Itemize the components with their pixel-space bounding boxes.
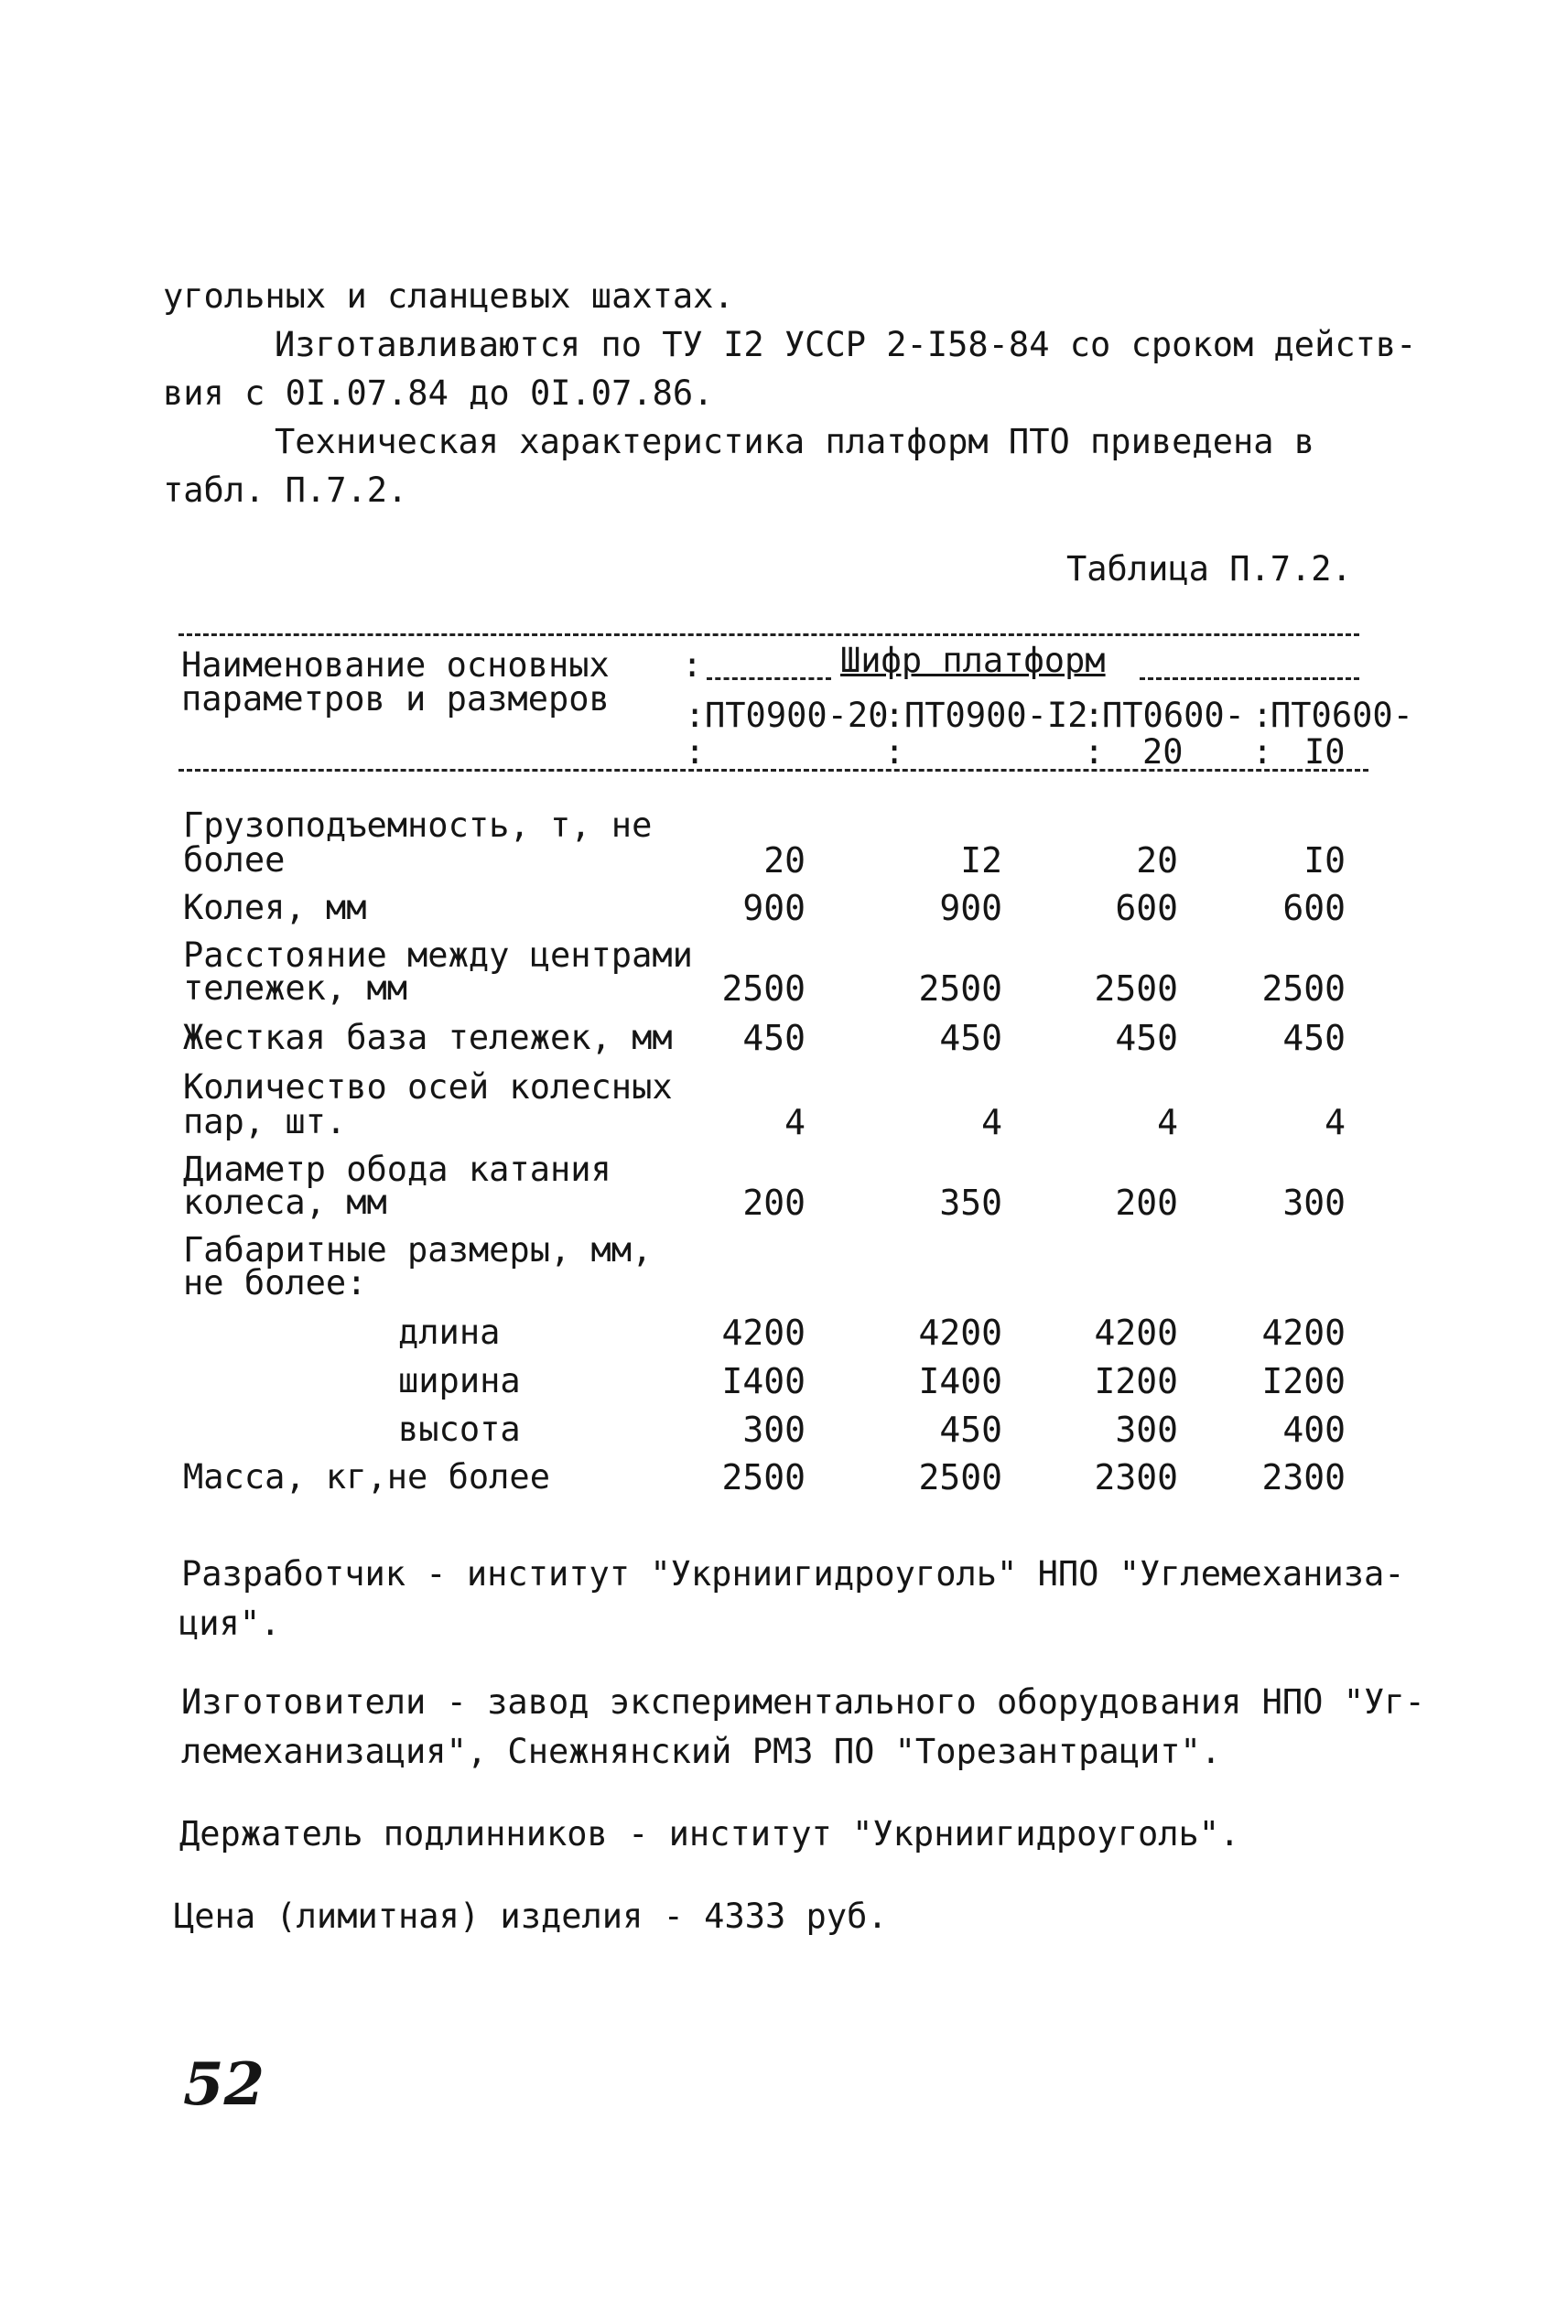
cell-value: 600 [1115,888,1178,928]
header-col-3-line-1: ПТ0600- [1102,696,1245,735]
cell-value: 2300 [1261,1457,1346,1497]
header-separator: : [884,696,905,735]
cell-value: 600 [1282,888,1346,928]
cell-value: 4200 [1094,1313,1178,1353]
header-col-4-line-1: ПТ0600- [1271,696,1413,735]
manufacturers-line-2: лемеханизация", Снежнянский РМЗ ПО "Торезантрацит". [181,1732,1222,1771]
cell-value: 200 [742,1183,806,1223]
cell-value: 2500 [721,968,806,1009]
developer-line-2: ция". [178,1604,281,1643]
cell-value: 450 [1282,1018,1346,1058]
header-param-line-2: параметров и размеров [181,679,610,719]
cell-value: 2500 [918,1457,1002,1497]
cell-value: 2500 [918,968,1002,1009]
row-label-cont: не более: [183,1263,367,1303]
table-top-rule [178,633,1359,636]
page-number: 52 [183,2050,265,2119]
header-col-3-line-2: 20 [1142,732,1184,772]
cell-value: 20 [1136,840,1178,881]
header-separator: : [1084,696,1105,735]
cell-value: 200 [1115,1183,1178,1223]
header-separator: : [685,732,706,772]
cell-value: 300 [1115,1410,1178,1450]
header-group-title: Шифр платформ [840,641,1106,680]
table-caption: Таблица П.7.2. [1066,549,1352,589]
cell-value: I200 [1261,1361,1346,1401]
originals-holder: Держатель подлинников - институт "Укрниигидроуголь". [179,1814,1240,1854]
cell-value: 4 [981,1102,1002,1142]
row-label: Расстояние между центрами [183,935,693,975]
cell-value: 4 [784,1102,806,1142]
row-label-cont: более [183,840,286,880]
cell-value: 4200 [918,1313,1002,1353]
cell-value: 2500 [1261,968,1346,1009]
cell-value: I0 [1303,840,1346,881]
row-label: Масса, кг,не более [183,1457,550,1497]
cell-value: I200 [1094,1361,1178,1401]
row-label: Жесткая база тележек, мм [183,1018,673,1057]
intro-line-1: угольных и сланцевых шахтах. [163,276,734,316]
row-label: высота [398,1410,521,1449]
cell-value: 450 [939,1410,1002,1450]
cell-value: 4 [1157,1102,1178,1142]
cell-value: 450 [742,1018,806,1058]
intro-line-5: табл. П.7.2. [163,470,408,510]
header-separator: : [884,732,905,772]
row-label-cont: тележек, мм [183,968,408,1008]
row-label: Колея, мм [183,888,367,927]
table-header-rule [178,769,1368,772]
cell-value: 20 [763,840,806,881]
header-col-1: ПТ0900-20 [705,696,889,735]
cell-value: 450 [1115,1018,1178,1058]
cell-value: 450 [939,1018,1002,1058]
cell-value: I2 [960,840,1002,881]
header-col-4-line-2: I0 [1304,732,1346,772]
cell-value: I400 [918,1361,1002,1401]
header-col-2: ПТ0900-I2 [904,696,1088,735]
cell-value: 2500 [721,1457,806,1497]
manufacturers-line-1: Изготовители - завод экспериментального оборудования НПО "Уг- [181,1682,1425,1722]
cell-value: 4 [1325,1102,1346,1142]
cell-value: 400 [1282,1410,1346,1450]
header-separator: : [1252,732,1273,772]
row-label: Габаритные размеры, мм, [183,1230,653,1270]
cell-value: 4200 [1261,1313,1346,1353]
cell-value: I400 [721,1361,806,1401]
cell-value: 4200 [721,1313,806,1353]
row-label-cont: пар, шт. [183,1102,347,1141]
row-label-cont: колеса, мм [183,1183,387,1222]
price-line: Цена (лимитная) изделия - 4333 руб. [174,1897,888,1936]
cell-value: 300 [742,1410,806,1450]
intro-line-3: вия с 0I.07.84 до 0I.07.86. [163,373,714,413]
cell-value: 900 [939,888,1002,928]
header-separator: : [682,645,703,685]
intro-line-2: Изготавливаются по ТУ I2 УССР 2-I58-84 со сроком действ- [275,325,1417,364]
row-label: Диаметр обода катания [183,1150,611,1189]
intro-line-4: Техническая характеристика платформ ПТО приведена в [275,422,1315,461]
row-label: Количество осей колесных [183,1067,673,1107]
row-label: длина [398,1313,501,1352]
cell-value: 2500 [1094,968,1178,1009]
row-label: Грузоподъемность, т, не [183,805,653,845]
header-separator: : [1084,732,1105,772]
header-separator: : [685,696,706,735]
cell-value: 900 [742,888,806,928]
row-label: ширина [398,1361,521,1400]
developer-line-1: Разработчик - институт "Укрниигидроуголь" НПО "Углемеханиза- [181,1554,1405,1594]
header-group-rule-right [1140,677,1359,680]
header-param-line-1: Наименование основных [181,645,610,685]
header-group-rule-left [707,677,831,680]
cell-value: 2300 [1094,1457,1178,1497]
cell-value: 350 [939,1183,1002,1223]
header-separator: : [1252,696,1273,735]
cell-value: 300 [1282,1183,1346,1223]
